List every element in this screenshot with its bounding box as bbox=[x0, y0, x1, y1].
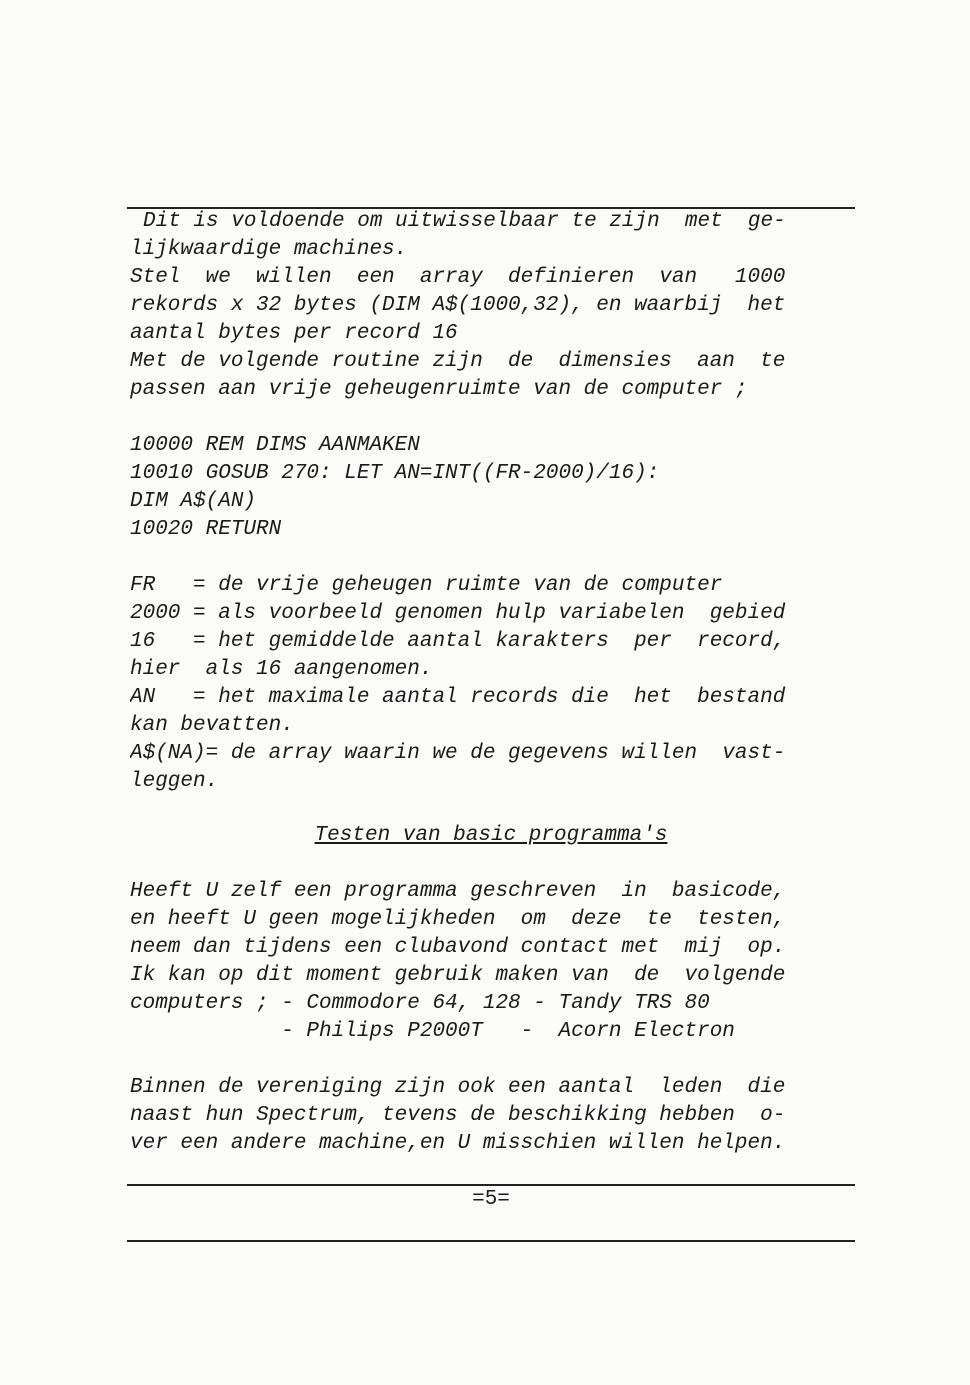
text-line: passen aan vrije geheugenruimte van de computer ; bbox=[130, 378, 748, 401]
definition-line: 2000 = als voorbeeld genomen hulp variabelen gebied bbox=[130, 602, 786, 625]
text-line: aantal bytes per record 16 bbox=[130, 322, 458, 345]
text-line: Dit is voldoende om uitwisselbaar te zijn met ge- bbox=[143, 210, 786, 233]
section-heading: Testen van basic programma's bbox=[314, 824, 668, 847]
text-line: Ik kan op dit moment gebruik maken van de volgende bbox=[130, 964, 786, 987]
definition-line: FR = de vrije geheugen ruimte van de computer bbox=[130, 574, 723, 597]
definition-line: kan bevatten. bbox=[130, 714, 294, 737]
text-line: ver een andere machine,en U misschien willen helpen. bbox=[130, 1132, 786, 1155]
text-line: computers ; - Commodore 64, 128 - Tandy TRS 80 bbox=[130, 992, 710, 1015]
definition-line: A$(NA)= de array waarin we de gegevens willen vast- bbox=[130, 742, 786, 765]
text-line: Binnen de vereniging zijn ook een aantal leden die bbox=[130, 1076, 786, 1099]
definition-line: hier als 16 aangenomen. bbox=[130, 658, 433, 681]
code-line: 10000 REM DIMS AANMAKEN bbox=[130, 434, 420, 457]
code-line: 10010 GOSUB 270: LET AN=INT((FR-2000)/16): bbox=[130, 462, 660, 485]
code-line: 10020 RETURN bbox=[130, 518, 282, 541]
text-line: en heeft U geen mogelijkheden om deze te testen, bbox=[130, 908, 786, 931]
text-line: Heeft U zelf een programma geschreven in basicode, bbox=[130, 880, 786, 903]
text-line: neem dan tijdens een clubavond contact met mij op. bbox=[130, 936, 786, 959]
text-line: Met de volgende routine zijn de dimensies aan te bbox=[130, 350, 786, 373]
code-line: DIM A$(AN) bbox=[130, 490, 257, 513]
page-number: =5= bbox=[472, 1188, 510, 1211]
footer-rule-bottom bbox=[127, 1240, 855, 1242]
text-line: rekords x 32 bytes (DIM A$(1000,32), en waarbij het bbox=[130, 294, 786, 317]
text-line: naast hun Spectrum, tevens de beschikking hebben o- bbox=[130, 1104, 786, 1127]
text-line: lijkwaardige machines. bbox=[130, 238, 408, 261]
text-line: - Philips P2000T - Acorn Electron bbox=[130, 1020, 735, 1043]
text-line: Stel we willen een array definieren van 1000 bbox=[130, 266, 786, 289]
definition-line: AN = het maximale aantal records die het bestand bbox=[130, 686, 786, 709]
definition-line: 16 = het gemiddelde aantal karakters per record, bbox=[130, 630, 786, 653]
definition-line: leggen. bbox=[130, 770, 219, 793]
